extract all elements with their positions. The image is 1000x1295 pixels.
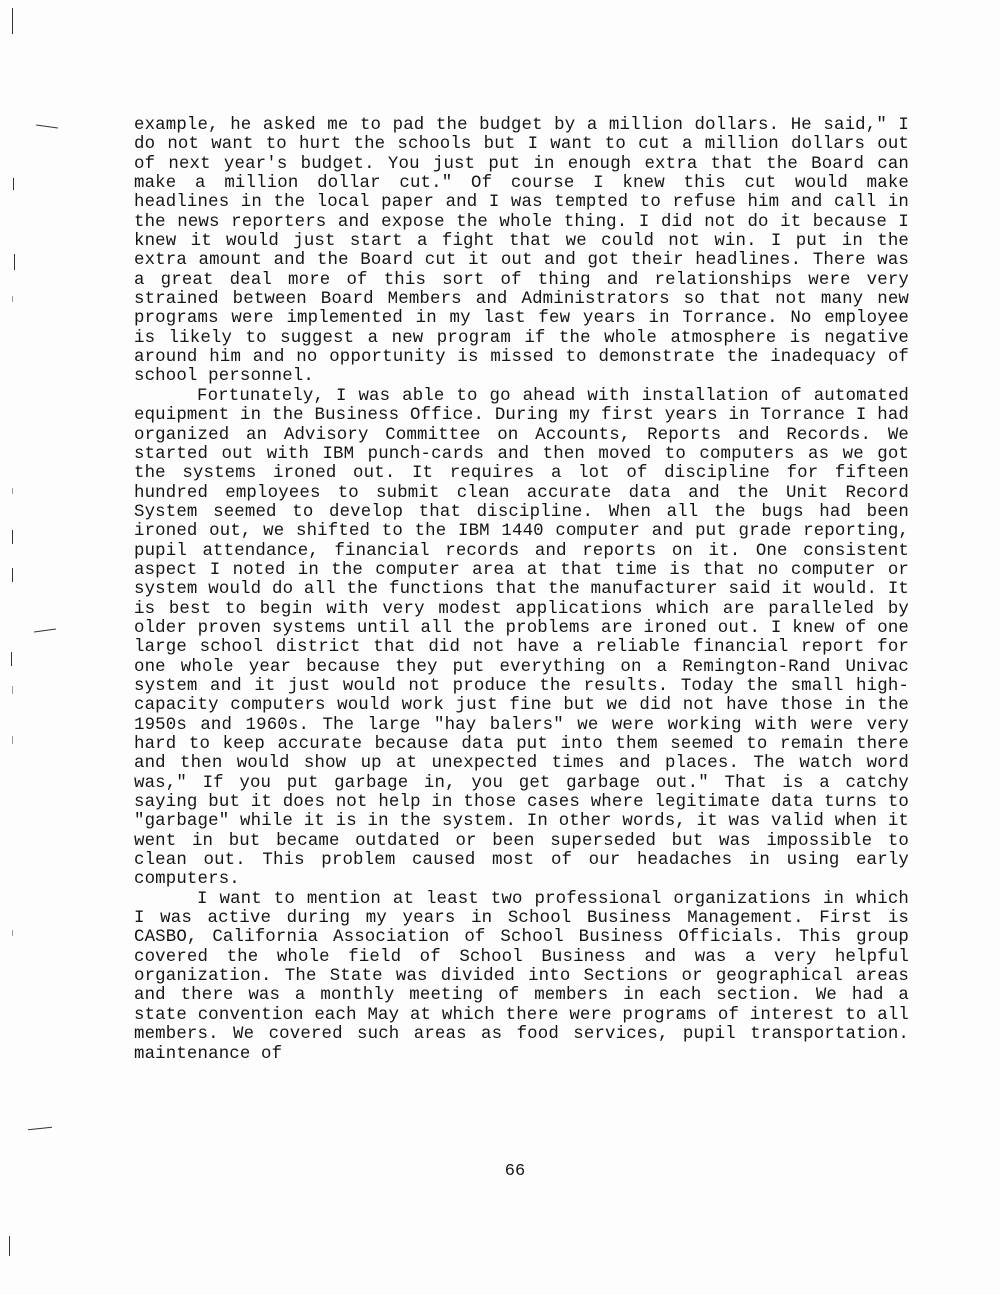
scan-edge-mark [34, 628, 56, 632]
scan-edge-mark [12, 530, 13, 544]
scan-edge-mark [12, 488, 13, 494]
paragraph: I want to mention at least two professional organizations in which I was active during my years in School Business Management. First is CASBO, California Association of School Business Officials. This group covered the whole field of School Business and was a very helpful organization. The State was divided into Sections or geographical areas and there was a monthly meeting of members in each section. We had a state convention each May at which there were programs of interest to all members. We covered such areas as food services, pupil transportation. maintenance of [134, 889, 909, 1064]
scan-edge-mark [14, 254, 15, 270]
scan-edge-mark [12, 296, 13, 302]
body-text [134, 116, 909, 1064]
scan-edge-mark [13, 178, 14, 190]
scan-edge-mark [28, 1127, 52, 1131]
scan-edge-mark [12, 930, 13, 936]
paragraph: Fortunately, I was able to go ahead with installation of automated equipment in the Business Office. During my first years in Torrance I had organized an Advisory Committee on Accounts, Reports and Records. We started out with IBM punch-cards and then moved to computers as we got the systems ironed out. It requires a lot of discipline for fifteen hundred employees to submit clean accurate data and the Unit Record System seemed to develop that discipline. When all the bugs had been ironed out, we shifted to the IBM 1440 computer and put grade reporting, pupil attendance, financial records and reports on it. One consistent aspect I noted in the computer area at that time is that no computer or system would do all the functions that the manufacturer said it would. It is best to begin with very modest applications which are paralleled by older proven systems until all the problems are ironed out. I knew of one large school district that did not have a reliable financial report for one whole year because they put everything on a Remington-Rand Univac system and it just would not produce the results. Today the small high-capacity computers would work just fine but we did not have those in the 1950s and 1960s. The large "hay balers" we were working with were very hard to keep accurate because data put into them seemed to remain there and then would show up at unexpected times and places. The watch word was," If you put garbage in, you get garbage out." That is a catchy saying but it does not help in those cases where legitimate data turns to "garbage" while it is in the system. In other words, it was valid when it went in but became outdated or been superseded but was impossible to clean out. This problem caused most of our headaches in using early computers. [134, 386, 909, 890]
scan-edge-mark [9, 1236, 10, 1256]
scan-edge-mark [12, 568, 13, 582]
scan-edge-mark [36, 124, 58, 128]
scan-edge-mark [12, 8, 13, 34]
scan-edge-mark [12, 686, 13, 694]
page-number: 66 [504, 1162, 526, 1181]
scan-edge-mark [11, 652, 12, 666]
scan-edge-mark [12, 736, 13, 744]
paragraph: example, he asked me to pad the budget by a million dollars. He said," I do not want to hurt the schools but I want to cut a million dollars out of next year's budget. You just put in enough extra that the Board can make a million dollar cut." Of course I knew this cut would make headlines in the local paper and I was tempted to refuse him and call in the news reporters and expose the whole thing. I did not do it because I knew it would just start a fight that we could not win. I put in the extra amount and the Board cut it out and got their headlines. There was a great deal more of this sort of thing and relationships were very strained between Board Members and Administrators so that not many new programs were implemented in my last few years in Torrance. No employee is likely to suggest a new program if the whole atmosphere is negative around him and no opportunity is missed to demonstrate the inadequacy of school personnel. [134, 116, 909, 387]
